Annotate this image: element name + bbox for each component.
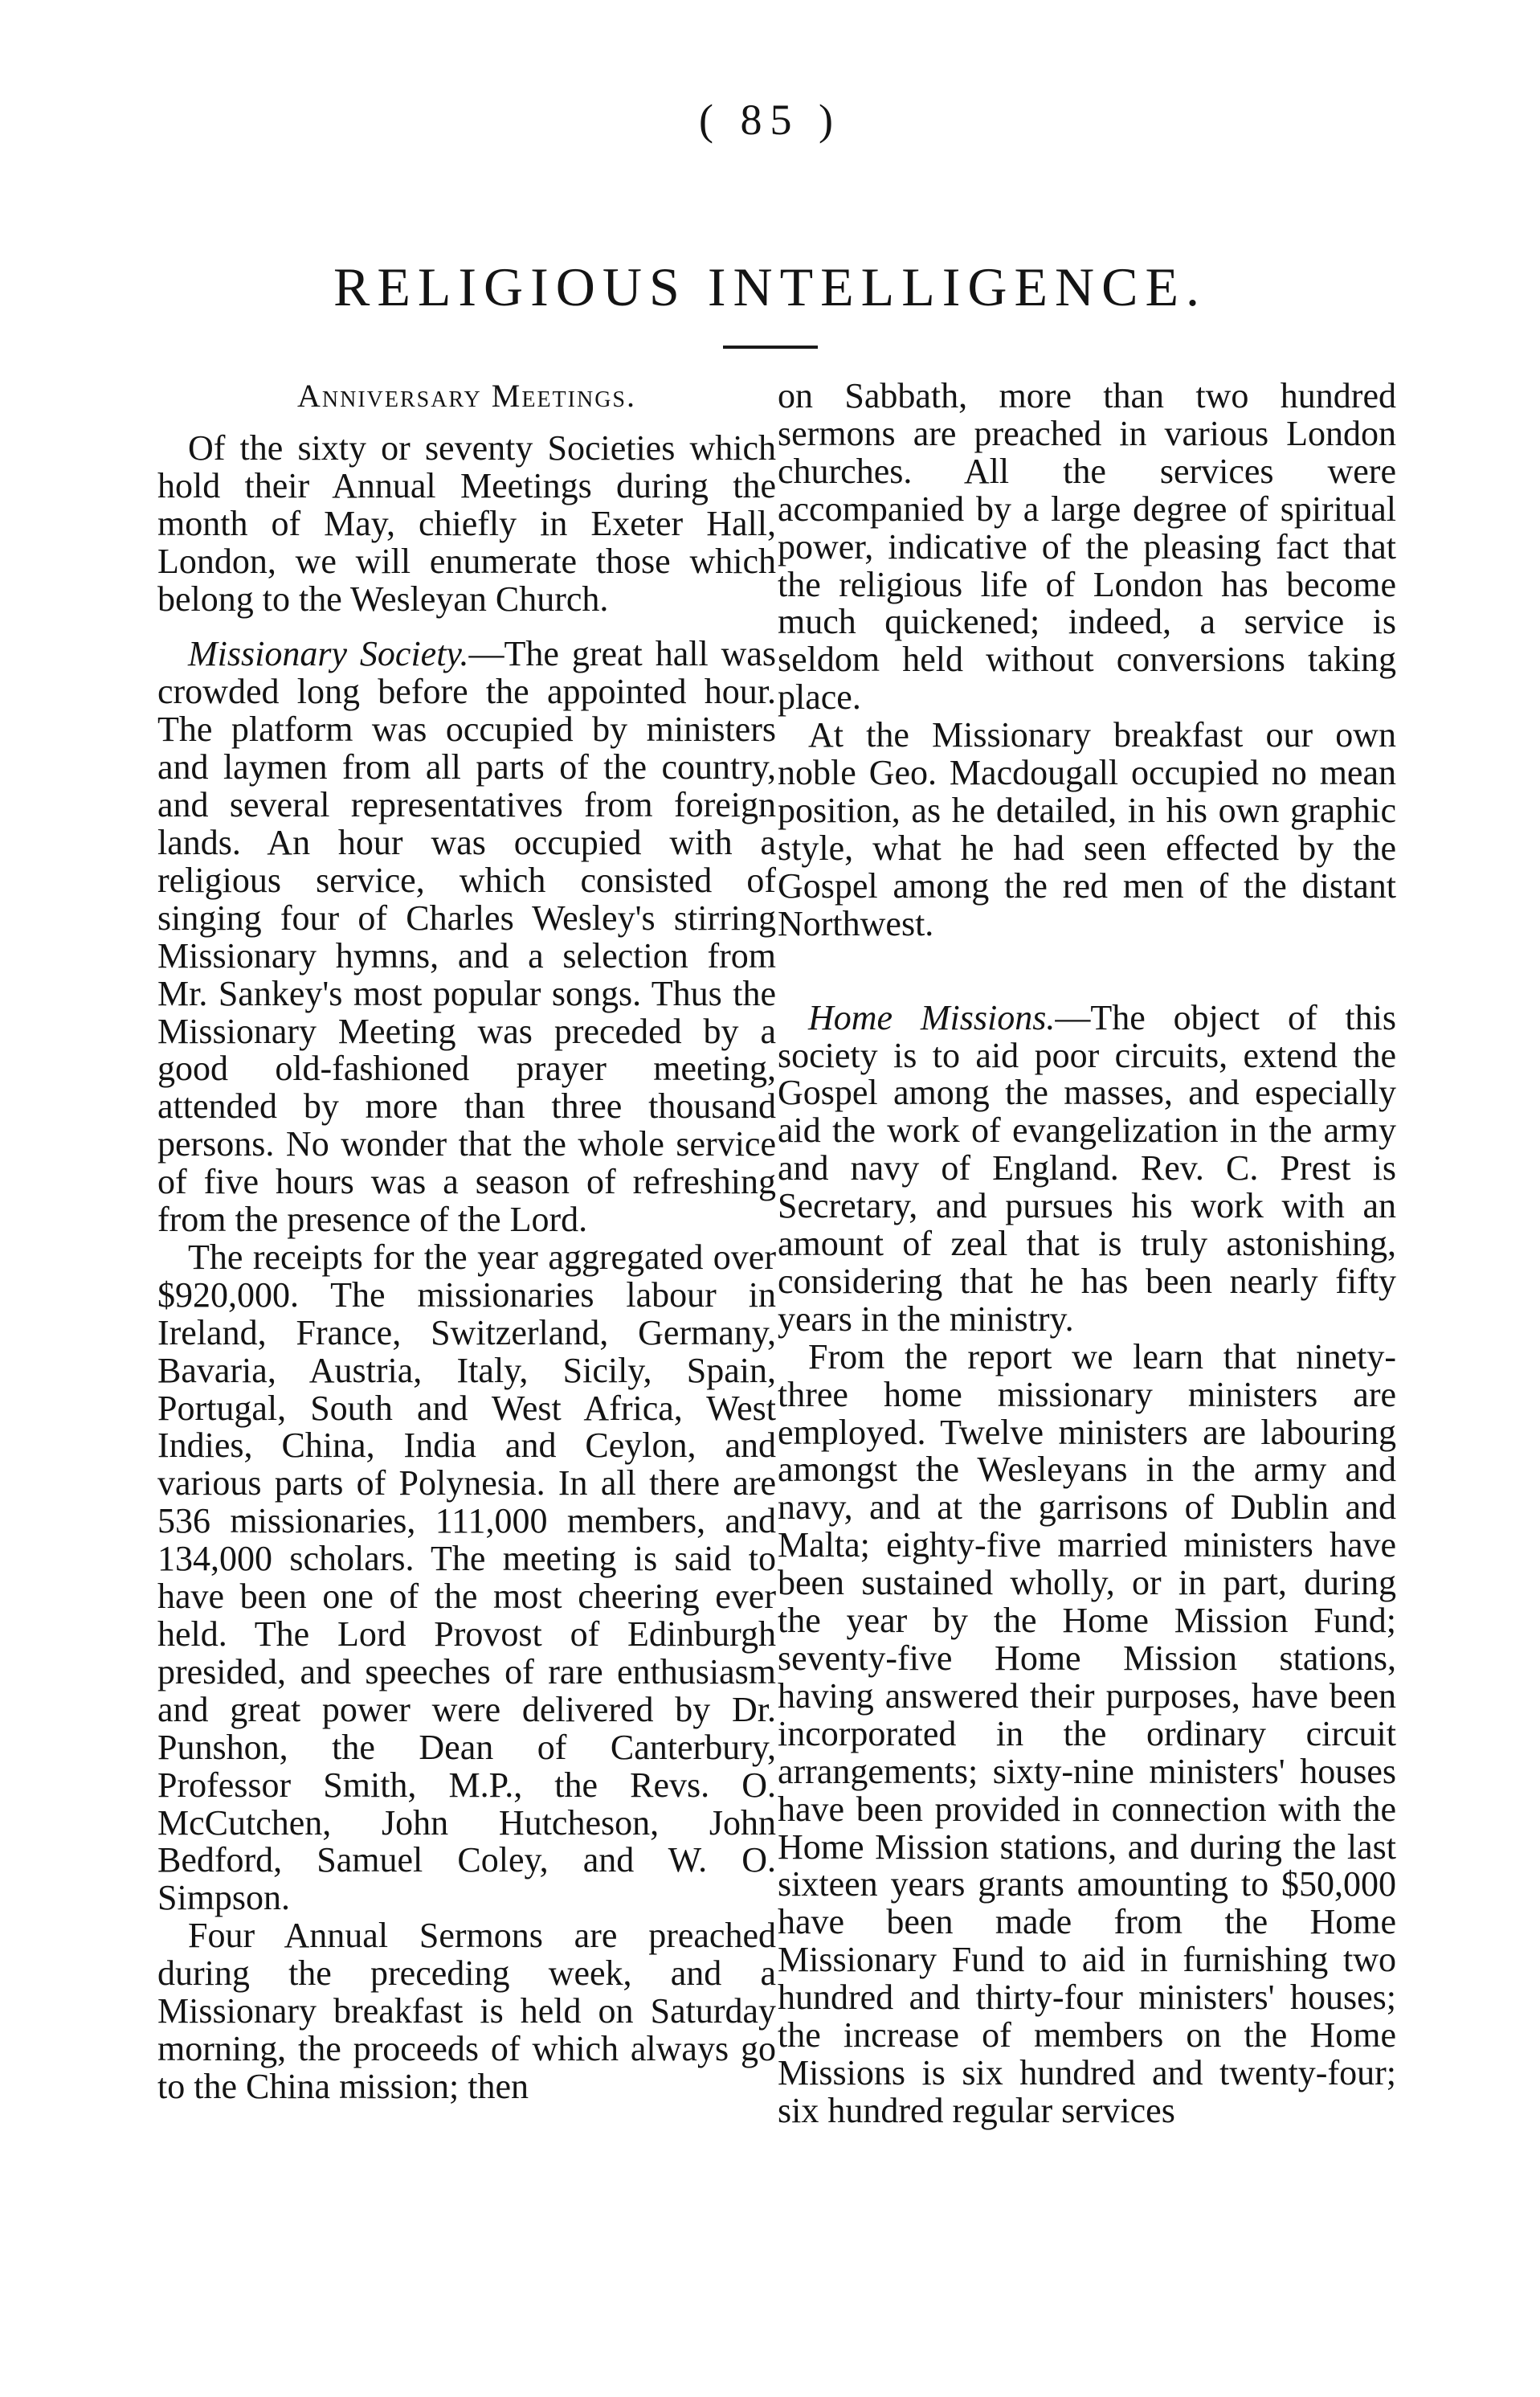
paragraph-report: From the report we learn that ninety-three home missionary ministers are employed. Twelve ministers are labouring amongst the Wesleyans in the army and navy, and at the garrisons of Dublin and Malta; eighty-five married ministers have been sustained wholly, or in part, during the year by the Home Mission Fund; seventy-five Home Mission stations, having answered their purposes, have been incorporated in the ordinary circuit arrangements; sixty-nine ministers' houses have been provided in connection with the Home Mission stations, and during the last sixteen years grants amounting to $50,000 have been made from the Home Missionary Fund to aid in furnishing two hundred and thirty-four ministers' houses; the increase of members on the Home Missions is six hundred and twenty-four; six hundred regular services <box>778 1336 1396 2130</box>
paragraph-gap <box>157 618 776 636</box>
paragraph-intro: Of the sixty or seventy Societies which hold their Annual Meetings during the month of May, chiefly in Exeter Hall, London, we will enumerate those which belong to the Wesleyan Church. <box>157 427 776 619</box>
title-rule <box>723 346 818 349</box>
page-title: RELIGIOUS INTELLIGENCE. <box>333 256 1207 317</box>
paragraph-sermons: Four Annual Sermons are preached during the preceding week, and a Missionary breakfast is held on Saturday morning, the proceeds of which always go to the China mission; then <box>157 1916 776 2106</box>
missionary-society-text: —The great hall was crowded long before the appointed hour. The platform was occupied by ministers and laymen from all parts of the country, and several representatives from foreign lands. An hour was occupied with a religious service, which consisted of singing four of Charles Wesley's stirring Missionary hymns, and a selection from Mr. Sankey's most popular songs. Thus the Missionary Meeting was preceded by a good old-fashioned prayer meeting, attended by more than three thousand persons. No wonder that the whole service of five hours was a season of refreshing from the presence of the Lord. <box>157 634 777 1240</box>
section-gap <box>778 943 1396 1000</box>
right-column <box>778 378 1396 2130</box>
page-number: ( 85 ) <box>699 96 841 144</box>
run-in-home-missions: Home Missions. <box>808 997 1056 1037</box>
left-column <box>157 378 776 2106</box>
run-in-missionary-society: Missionary Society. <box>188 634 469 674</box>
paragraph-home-missions <box>778 997 1396 1339</box>
paragraph-receipts: The receipts for the year aggregated over $920,000. The missionaries labour in Ireland, France, Switzerland, Germany, Bavaria, Austria, Italy, Sicily, Spain, Portugal, South and West Africa, West Indies, China, India and Ceylon, and various parts of Polynesia. In all there are 536 missionaries, 111,000 members, and 134,000 scholars. The meeting is said to have been one of the most cheering ever held. The Lord Provost of Edinburgh presided, and speeches of rare enthusiasm and great power were delivered by Dr. Punshon, the Dean of Canterbury, Professor Smith, M.P., the Revs. O. McCutchen, John Hutcheson, John Bedford, Samuel Coley, and W. O. Simpson. <box>157 1237 776 1918</box>
home-missions-text: —The object of this society is to aid poor circuits, extend the Gospel among the masses, and especially aid the work of evangelization in the army and navy of England. Rev. C. Prest is Secretary, and pursues his work with an amount of zeal that is truly astonishing, considering that he has been nearly fifty years in the ministry. <box>778 997 1396 1339</box>
paragraph-continuation: on Sabbath, more than two hundred sermons are preached in various London churches. All the services were accompanied by a large degree of spiritual power, indicative of the pleasing fact that the religious life of London has become much quickened; indeed, a service is seldom held without conversions taking place. <box>778 376 1396 718</box>
section-heading-anniversary-meetings: Anniversary Meetings. <box>296 378 636 414</box>
paragraph-breakfast: At the Missionary breakfast our own noble Geo. Macdougall occupied no mean position, as he detailed, in his own graphic style, what he had seen effected by the Gospel among the red men of the distant Northwest. <box>778 715 1396 943</box>
paragraph-missionary-society <box>157 636 776 1239</box>
